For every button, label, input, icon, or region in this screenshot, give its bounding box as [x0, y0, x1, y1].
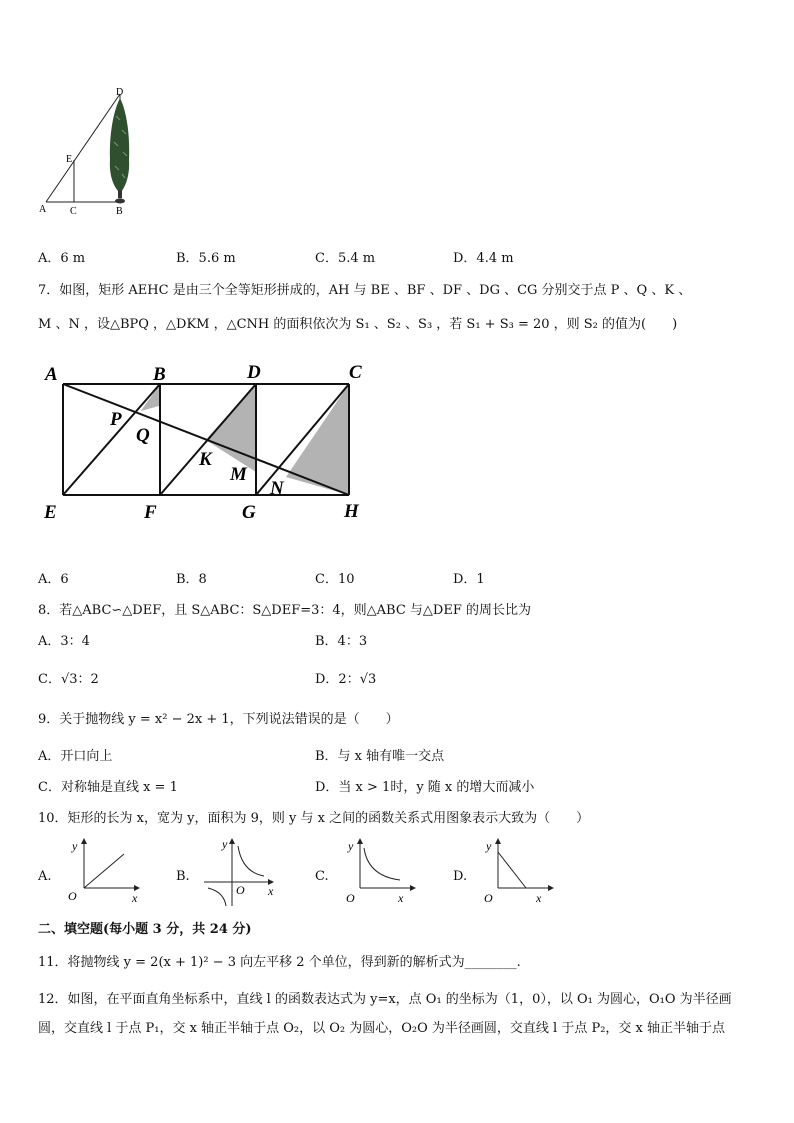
graph-b — [198, 836, 278, 908]
label-D: D — [116, 87, 124, 98]
q9-option-d: D．当 x > 1时，y 随 x 的增大而减小 — [315, 780, 535, 795]
label-N: N — [270, 478, 284, 499]
label-D: D — [247, 362, 261, 383]
shaded-triangle-dkm — [206, 384, 256, 472]
label-M: M — [230, 464, 247, 485]
q10-option-b-label: B. — [176, 869, 190, 884]
q12-line2: 圆，交直线 l 于点 P₁，交 x 轴正半轴于点 O₂，以 O₂ 为圆心，O₂O 为半径画圆，交直线 l 于点 P₂，交 x 轴正半轴于点 — [38, 1021, 726, 1036]
svg-text:x: x — [132, 891, 138, 905]
label-H: H — [344, 501, 359, 522]
q7-option-a: A．6 — [38, 572, 69, 587]
q7-stem-line2: M 、N ，设△BPQ ，△DKM ，△CNH 的面积依次为 S₁ 、S₂ 、S₃ ，若 S₁ + S₃ = 20 ，则 S₂ 的值为( ) — [38, 317, 678, 332]
q9-stem: 9．关于抛物线 y = x² − 2x + 1，下列说法错误的是（ ） — [38, 712, 399, 727]
shaded-triangle-cnh — [286, 384, 349, 495]
graph-c — [338, 836, 418, 906]
graph-a — [62, 836, 142, 906]
q9-option-c: C．对称轴是直线 x = 1 — [38, 780, 178, 795]
q7-option-d: D．1 — [453, 572, 485, 587]
q6-option-c: C．5.4 m — [315, 251, 376, 266]
svg-text:x: x — [536, 891, 542, 905]
q10-stem: 10．矩形的长为 x，宽为 y，面积为 9，则 y 与 x 之间的函数关系式用图象表示大致为（ ） — [38, 811, 590, 826]
label-B: B — [153, 364, 166, 385]
label-F: F — [144, 502, 157, 523]
q8-option-b: B．4：3 — [315, 634, 368, 649]
svg-text:y: y — [222, 837, 228, 851]
tree-icon — [110, 98, 129, 204]
label-E: E — [44, 502, 57, 523]
label-A: A — [39, 204, 47, 215]
label-A: A — [45, 364, 58, 385]
q6-option-b: B．5.6 m — [176, 251, 236, 266]
q10-option-a-label: A. — [38, 869, 52, 884]
graph-d — [476, 836, 556, 906]
label-Q: Q — [136, 425, 150, 446]
label-C: C — [70, 206, 77, 217]
label-E: E — [66, 154, 73, 165]
tree-figure — [30, 86, 140, 221]
rectangle-figure — [38, 358, 378, 528]
svg-text:y: y — [72, 839, 78, 853]
q9-option-a: A．开口向上 — [38, 749, 113, 764]
q6-option-a: A．6 m — [38, 251, 86, 266]
q10-option-c-label: C. — [315, 869, 329, 884]
q7-option-b: B．8 — [176, 572, 207, 587]
q8-stem: 8．若△ABC∽△DEF，且 S△ABC：S△DEF=3：4，则△ABC 与△DEF 的周长比为 — [38, 603, 531, 618]
q12-line1: 12．如图，在平面直角坐标系中，直线 l 的函数表达式为 y=x，点 O₁ 的坐标为（1，0），以 O₁ 为圆心，O₁O 为半径画 — [38, 992, 732, 1007]
svg-text:y: y — [348, 839, 354, 853]
section-2-title: 二、填空题(每小题 3 分，共 24 分) — [38, 922, 252, 937]
q8-option-d: D．2：√3 — [315, 672, 377, 687]
svg-text:y: y — [486, 839, 492, 853]
q8-option-a: A．3：4 — [38, 634, 90, 649]
q7-option-c: C．10 — [315, 572, 355, 587]
q10-option-d-label: D. — [453, 869, 468, 884]
label-G: G — [242, 502, 256, 523]
svg-text:O: O — [346, 891, 355, 905]
svg-text:O: O — [68, 889, 77, 903]
label-C: C — [349, 362, 362, 383]
svg-text:x: x — [398, 891, 404, 905]
q6-option-d: D．4.4 m — [453, 251, 514, 266]
q7-stem-line1: 7．如图，矩形 AEHC 是由三个全等矩形拼成的，AH 与 BE 、BF 、DF 、DG 、CG 分别交于点 P 、Q 、K 、 — [38, 283, 692, 298]
diagonal-ah — [63, 384, 349, 495]
hypotenuse-line — [46, 94, 120, 202]
svg-text:O: O — [236, 883, 245, 897]
q8-option-c: C．√3：2 — [38, 672, 99, 687]
label-B: B — [116, 206, 123, 217]
svg-text:O: O — [484, 891, 493, 905]
svg-text:x: x — [268, 884, 274, 898]
label-P: P — [110, 409, 122, 430]
q9-option-b: B．与 x 轴有唯一交点 — [315, 749, 445, 764]
q11-stem: 11．将抛物线 y = 2(x + 1)² − 3 向左平移 2 个单位，得到新的解析式为________. — [38, 955, 521, 970]
label-K: K — [199, 449, 212, 470]
